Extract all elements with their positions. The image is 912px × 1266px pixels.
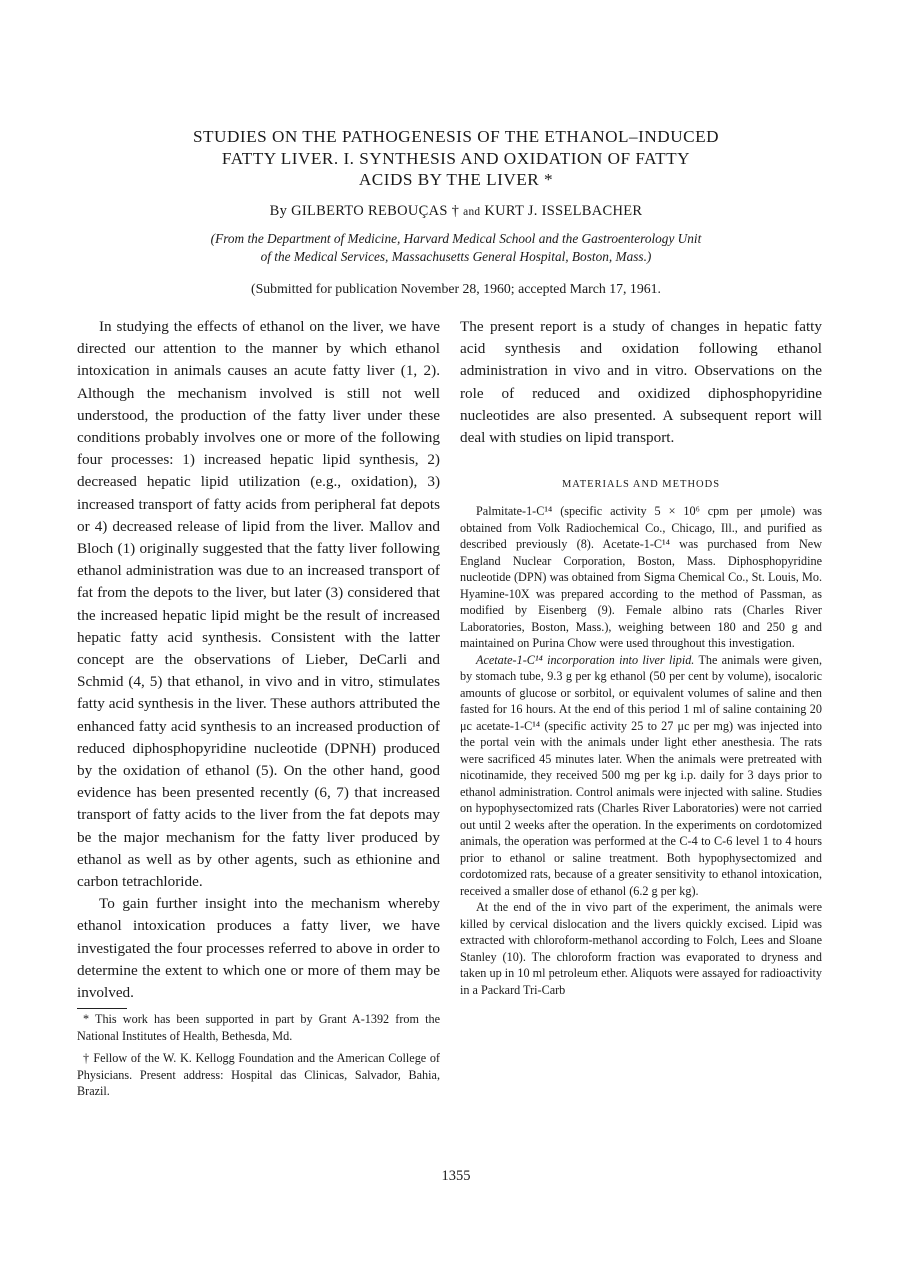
methods-paragraph-2 (460, 652, 822, 900)
right-column (460, 316, 822, 998)
article-title (100, 126, 812, 191)
footnote-funding: * This work has been supported in part by Grant A-1392 from the National Institutes of Health, Bethesda, Md. (77, 1012, 440, 1043)
author-2: KURT J. ISSELBACHER (484, 203, 643, 219)
submission-dates: (Submitted for publication November 28, 1960; accepted March 17, 1961. (251, 281, 661, 296)
footnotes (77, 1011, 440, 1100)
methods-paragraph-3: At the end of the in vivo part of the experiment, the animals were killed by cervical dislocation and the livers quickly excised. Lipid was extracted with chloroform-methanol according to Folch, Lees and Sloane Stanley (10). The chloroform fraction was evaporated to dryness and taken up in 10 ml petroleum ether. Aliquots were assayed for radioactivity in a Packard Tri-Carb (460, 900, 822, 997)
affiliation (110, 230, 802, 266)
intro-paragraph-3: The present report is a study of changes in hepatic fatty acid synthesis and oxidation following ethanol administration in vivo and in vitro. Observations on the role of reduced and oxidized diphosphopyridine nucleotides are also presented. A subsequent report will deal with studies on lipid transport. (460, 318, 822, 447)
and-label: and (463, 206, 481, 218)
section-heading-methods: MATERIALS AND METHODS (561, 479, 721, 491)
methods-subheading: Acetate-1-C¹⁴ incorporation into liver lipid. (476, 652, 695, 667)
by-label: By (269, 203, 288, 219)
left-column (77, 316, 440, 1106)
title-line-2: FATTY LIVER. I. SYNTHESIS AND OXIDATION OF FATTY (221, 148, 691, 168)
footnote-fellowship: † Fellow of the W. K. Kellogg Foundation and the American College of Physicians. Present address: Hospital das Clinicas, Salvador, Bahia, Brazil. (77, 1051, 440, 1099)
methods-paragraph-2-text: The animals were given, by stomach tube, 9.3 g per kg ethanol (50 per cent by volume), isocaloric amounts of glucose or sorbitol, or equivalent volumes of saline and then fasted for 16 hours. At the end of this period 1 ml of saline containing 20 μc acetate-1-C¹⁴ (specific activity 25 to 27 μc per mg) was injected into the portal vein with the animals under light ether anesthesia. The rats were sacrificed 45 minutes later. When the animals were pretreated with nicotinamide, they received 500 mg per kg i.p. daily for 3 days prior to ethanol administration. Control animals were injected with saline. Studies on hypophysectomized rats (Charles River Laboratories) were not carried out until 2 weeks after the operation. In the experiments on cordotomized animals, the operation was performed at the C-4 to C-6 level 1 to 4 hours prior to ethanol or saline treatment. Both hypophysectomized and cordotomized rats, because of a greater sensitivity to ethanol intoxication, received a smaller dose of ethanol (6.2 g per kg). (460, 652, 822, 898)
title-line-1: STUDIES ON THE PATHOGENESIS OF THE ETHANOL–INDUCED (193, 127, 719, 146)
title-line-3: ACIDS BY THE LIVER * (358, 170, 554, 189)
page-number: 1355 (441, 1168, 471, 1184)
affiliation-line-1: (From the Department of Medicine, Harvard Medical School and the Gastroenterology Unit (210, 231, 702, 246)
intro-paragraph-2: To gain further insight into the mechanism whereby ethanol intoxication produces a fatty liver, we have investigated the four processes referred to above in order to determine the extent to which one or more of them may be involved. (77, 895, 440, 1002)
author-1: GILBERTO REBOUÇAS † (291, 203, 460, 219)
affiliation-line-2: of the Medical Services, Massachusetts General Hospital, Boston, Mass.) (260, 249, 652, 264)
methods-paragraph-1: Palmitate-1-C¹⁴ (specific activity 5 × 10⁶ cpm per μmole) was obtained from Volk Radiochemical Co., Chicago, Ill., and purified as described previously (8). Acetate-1-C¹⁴ was purchased from New England Nuclear Corporation, Boston, Mass. Diphosphopyridine nucleotide (DPN) was obtained from Sigma Chemical Co., St. Louis, Mo. Hyamine-10X was prepared according to the method of Passman, as modified by Eisenberg (9). Female albino rats (Charles River Laboratories, Boston, Mass.), weighing between 180 and 250 g and maintained on Purina Chow were used throughout this investigation. (460, 504, 822, 651)
footnote-rule (77, 1008, 127, 1009)
intro-paragraph-1: In studying the effects of ethanol on the liver, we have directed our attention to the manner by which ethanol intoxication in animals causes an acute fatty liver (1, 2). Although the mechanism involved is still not well understood, the production of the fatty liver under these conditions probably involves one or more of the following four processes: 1) increased hepatic lipid synthesis, 2) decreased hepatic lipid utilization (e.g., oxidation), 3) increased transport of fatty acids from peripheral fat depots or 4) decreased release of lipid from the liver. Mallov and Bloch (1) originally suggested that the fatty liver following ethanol administration was due to an increased transport of fat from the depots to the liver, but later (3) considered that the increased hepatic lipid might be the result of increased hepatic fatty acid synthesis. Consistent with the latter concept are the observations of Lieber, DeCarli and Schmid (4, 5) that ethanol, in vivo and in vitro, stimulates fatty acid synthesis in the liver. These authors attributed the enhanced fatty acid synthesis to an increased production of reduced diphosphopyridine nucleotide (DPNH) produced by the oxidation of ethanol (5). On the other hand, good evidence has been presented recently (6, 7) that increased transport of fatty acids to the liver from the fat depots may be the major mechanism for the fatty liver produced by ethanol as well as by other agents, such as ethionine and carbon tetrachloride. (77, 318, 440, 891)
author-line (100, 203, 812, 220)
